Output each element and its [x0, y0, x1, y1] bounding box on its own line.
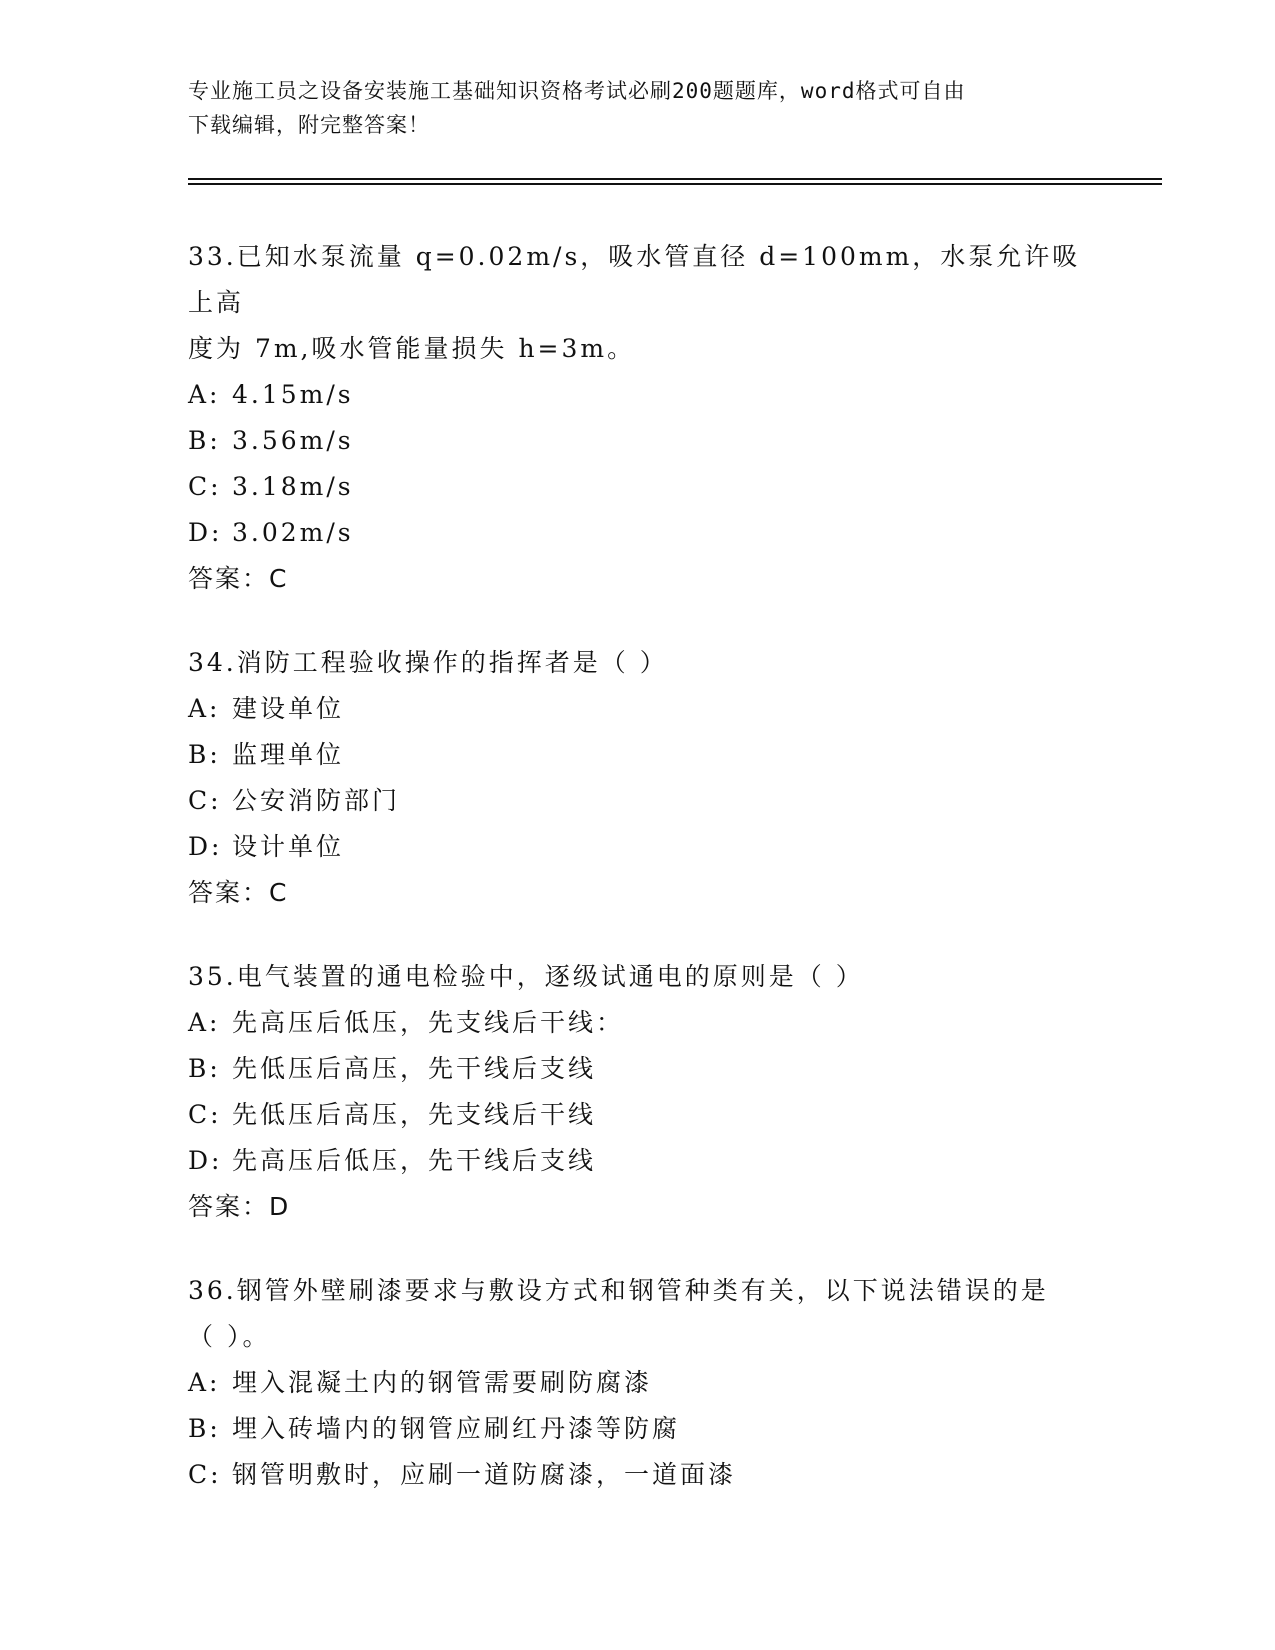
- answer: 答案：C: [188, 564, 289, 593]
- option-letter: C:: [188, 1460, 222, 1489]
- option-b: [188, 732, 1088, 778]
- option-d: [188, 510, 1088, 556]
- header-line: 下载编辑，附完整答案！: [188, 113, 430, 137]
- option-text: 先低压后高压，先支线后干线: [232, 1100, 597, 1129]
- option-b: [188, 1406, 1088, 1452]
- option-letter: B:: [188, 1414, 221, 1443]
- option-text: 3.02m/s: [232, 518, 354, 547]
- option-d: [188, 1138, 1088, 1184]
- question-text: 36.钢管外壁刷漆要求与敷设方式和钢管种类有关，以下说法错误的是: [188, 1276, 1049, 1305]
- option-letter: C:: [188, 472, 222, 501]
- option-a: [188, 1000, 1088, 1046]
- answer: 答案：D: [188, 1192, 291, 1221]
- option-text: 公安消防部门: [232, 786, 401, 815]
- option-text: 建设单位: [232, 694, 345, 723]
- option-c: [188, 464, 1088, 510]
- option-b: [188, 418, 1088, 464]
- option-text: 埋入砖墙内的钢管应刷红丹漆等防腐: [232, 1414, 681, 1443]
- option-a: [188, 686, 1088, 732]
- option-letter: D:: [188, 518, 223, 547]
- header-divider: [188, 183, 1162, 185]
- question-33: [188, 234, 1088, 602]
- option-letter: D:: [188, 832, 223, 861]
- option-text: 3.56m/s: [232, 426, 354, 455]
- question-list: [188, 234, 1088, 1536]
- option-letter: B:: [188, 740, 221, 769]
- option-c: [188, 1092, 1088, 1138]
- option-letter: C:: [188, 1100, 222, 1129]
- option-letter: B:: [188, 426, 221, 455]
- option-text: 监理单位: [232, 740, 345, 769]
- option-text: 先高压后低压，先干线后支线: [232, 1146, 597, 1175]
- question-text: 度为 7m,吸水管能量损失 h=3m。: [188, 334, 636, 363]
- question-text: 34.消防工程验收操作的指挥者是（ ）: [188, 648, 668, 677]
- question-34: [188, 640, 1088, 916]
- option-c: [188, 1452, 1088, 1498]
- option-a: [188, 1360, 1088, 1406]
- option-letter: A:: [188, 1368, 221, 1397]
- option-letter: B:: [188, 1054, 221, 1083]
- option-letter: C:: [188, 786, 222, 815]
- option-letter: A:: [188, 380, 221, 409]
- option-text: 埋入混凝土内的钢管需要刷防腐漆: [232, 1368, 653, 1397]
- header-divider: [188, 178, 1162, 180]
- option-text: 先低压后高压，先干线后支线: [232, 1054, 597, 1083]
- question-text: （ ）。: [188, 1322, 271, 1351]
- question-text: 33.已知水泵流量 q=0.02m/s，吸水管直径 d=100mm，水泵允许吸上高: [188, 242, 1081, 317]
- option-b: [188, 1046, 1088, 1092]
- option-text: 4.15m/s: [232, 380, 354, 409]
- question-text: 35.电气装置的通电检验中，逐级试通电的原则是（ ）: [188, 962, 864, 991]
- option-letter: A:: [188, 694, 221, 723]
- option-text: 设计单位: [232, 832, 345, 861]
- option-c: [188, 778, 1088, 824]
- option-text: 3.18m/s: [232, 472, 354, 501]
- question-35: [188, 954, 1088, 1230]
- option-letter: A:: [188, 1008, 221, 1037]
- question-36: [188, 1268, 1088, 1498]
- answer: 答案：C: [188, 878, 289, 907]
- option-d: [188, 824, 1088, 870]
- header-line: 专业施工员之设备安装施工基础知识资格考试必刷200题题库，word格式可自由: [188, 79, 966, 103]
- option-text: 钢管明敷时，应刷一道防腐漆，一道面漆: [232, 1460, 737, 1489]
- option-letter: D:: [188, 1146, 223, 1175]
- document-header: [188, 74, 1068, 142]
- option-text: 先高压后低压，先支线后干线：: [232, 1008, 625, 1037]
- option-a: [188, 372, 1088, 418]
